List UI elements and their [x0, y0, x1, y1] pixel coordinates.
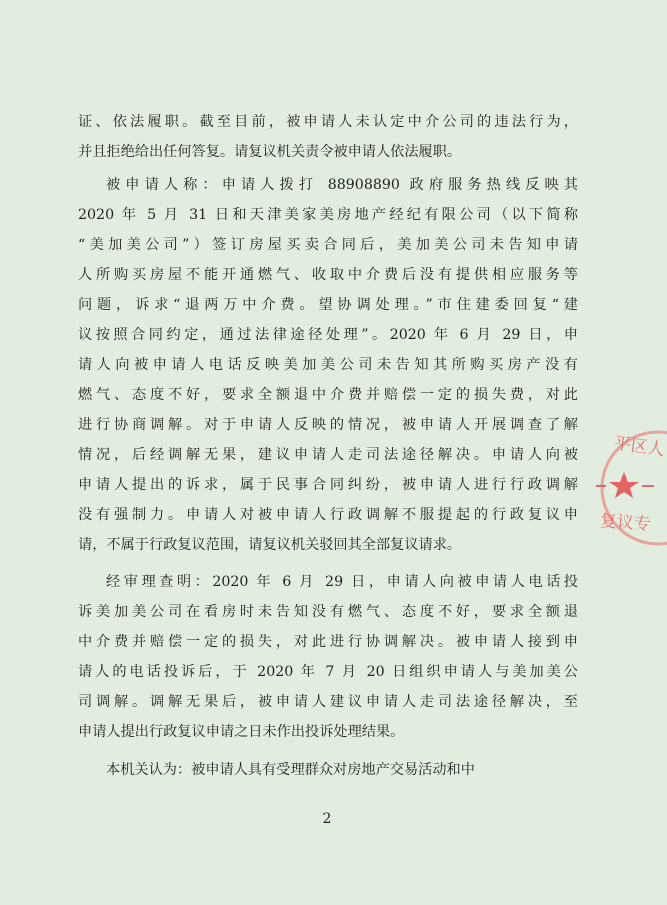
text-line: 申请人提出行政复议申请之日未作出投诉处理结果。 — [78, 724, 405, 740]
paragraph-3 — [78, 567, 578, 747]
official-seal — [596, 420, 666, 560]
text-line: 证、依法履职。截至目前，被申请人未认定中介公司的违法行为， — [78, 114, 578, 130]
text-line: 人所购买房屋不能开通燃气、收取中介费后没有提供相应服务等 — [78, 267, 578, 283]
text-line: 申请人提出的诉求，属于民事合同纠纷，被申请人进行行政调解 — [78, 477, 578, 493]
page-number: 2 — [322, 811, 332, 827]
seal-text-bottom: 复议专 — [599, 511, 652, 535]
text-line: 进行协商调解。对于申请人反映的情况，被申请人开展调查了解 — [78, 417, 578, 433]
text-line: 司调解。调解无果后，被申请人建议申请人走司法途径解决，至 — [78, 694, 578, 710]
text-line: 没有强制力。申请人对被申请人行政调解不服提起的行政复议申 — [78, 507, 578, 523]
text-line: 被申请人称：申请人拨打 88908890 政府服务热线反映其 — [106, 177, 578, 193]
text-line: 请，不属于行政复议范围，请复议机关驳回其全部复议请求。 — [78, 537, 462, 553]
text-line: “美加美公司”）签订房屋买卖合同后，美加美公司未告知申请 — [78, 237, 578, 253]
text-line: 请人向被申请人电话反映美加美公司未告知其所购买房产没有 — [78, 357, 578, 373]
text-line: 并且拒绝给出任何答复。请复议机关责令被申请人依法履职。 — [78, 144, 462, 160]
text-line: 议按照合同约定，通过法律途径处理”。2020 年 6 月 29 日，申 — [78, 327, 578, 343]
seal-star-icon — [609, 472, 639, 498]
text-line: 燃气、态度不好，要求全额退中介费并赔偿一定的损失费，对此 — [78, 387, 578, 403]
paragraph-1 — [78, 107, 578, 167]
text-line: 中介费并赔偿一定的损失，对此进行协调解决。被申请人接到申 — [78, 634, 578, 650]
paragraph-2 — [78, 170, 578, 560]
text-line: 本机关认为：被申请人具有受理群众对房地产交易活动和中 — [106, 762, 475, 778]
text-line: 诉美加美公司在看房时未告知没有燃气、态度不好，要求全额退 — [78, 604, 578, 620]
paragraph-4 — [78, 755, 578, 785]
seal-text-top: 平区人 — [612, 433, 666, 461]
text-line: 2020 年 5 月 31 日和天津美家美房地产经纪有限公司（以下简称 — [78, 207, 578, 223]
text-line: 情况，后经调解无果，建议申请人走司法途径解决。申请人向被 — [78, 447, 578, 463]
text-line: 问题，诉求“退两万中介费。望协调处理。”市住建委回复“建 — [78, 297, 578, 313]
text-line: 经审理查明：2020 年 6 月 29 日，申请人向被申请人电话投 — [106, 574, 578, 590]
text-line: 请人的电话投诉后，于 2020 年 7 月 20 日组织申请人与美加美公 — [78, 664, 578, 680]
